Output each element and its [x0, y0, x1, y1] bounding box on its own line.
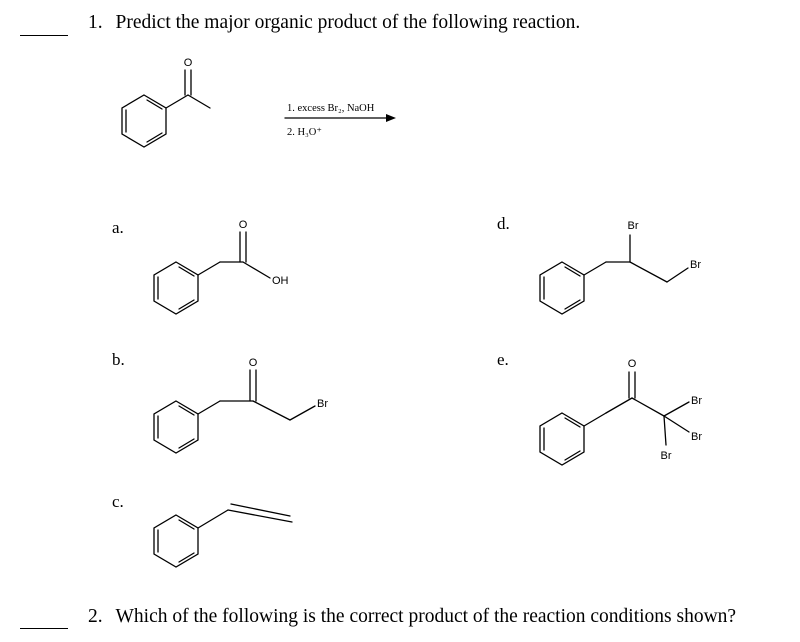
choice-label-d: d.: [497, 214, 510, 233]
question-2-number: 2.: [88, 606, 103, 627]
choice-label-b: b.: [112, 350, 125, 369]
structure-c: [154, 504, 292, 567]
question-2-text: Which of the following is the correct product of the reaction conditions shown?: [115, 606, 737, 627]
choice-label-c: c.: [112, 492, 124, 511]
atom-label-br: Br: [691, 395, 702, 407]
question-1-number: 1.: [88, 12, 103, 33]
atom-label-br: Br: [691, 431, 702, 443]
atom-label-o: O: [183, 57, 193, 69]
structure-d: [540, 220, 701, 314]
atom-label-br: Br: [660, 450, 672, 462]
atom-label-br: Br: [627, 220, 639, 232]
atom-label-br: Br: [690, 259, 701, 271]
atom-label-o: O: [248, 357, 258, 369]
structure-e: [540, 358, 702, 465]
question-1-text: Predict the major organic product of the following reaction.: [115, 12, 581, 33]
reaction-condition-1: 1. excess Br₂, NaOH: [287, 103, 375, 114]
choice-label-e: e.: [497, 350, 509, 369]
answer-blank-q2[interactable]: [20, 628, 68, 629]
atom-label-o: O: [238, 219, 248, 231]
question-2: [88, 606, 736, 628]
reaction-arrow-group: [285, 103, 396, 138]
structure-b: [154, 357, 328, 453]
atom-label-oh: OH: [272, 275, 289, 287]
choice-label-a: a.: [112, 218, 124, 237]
starting-material-acetophenone: [122, 57, 210, 147]
atom-label-o: O: [627, 358, 637, 370]
reaction-condition-2: 2. H₃O⁺: [287, 127, 322, 138]
atom-label-br: Br: [317, 398, 328, 410]
structure-a: [154, 219, 289, 314]
